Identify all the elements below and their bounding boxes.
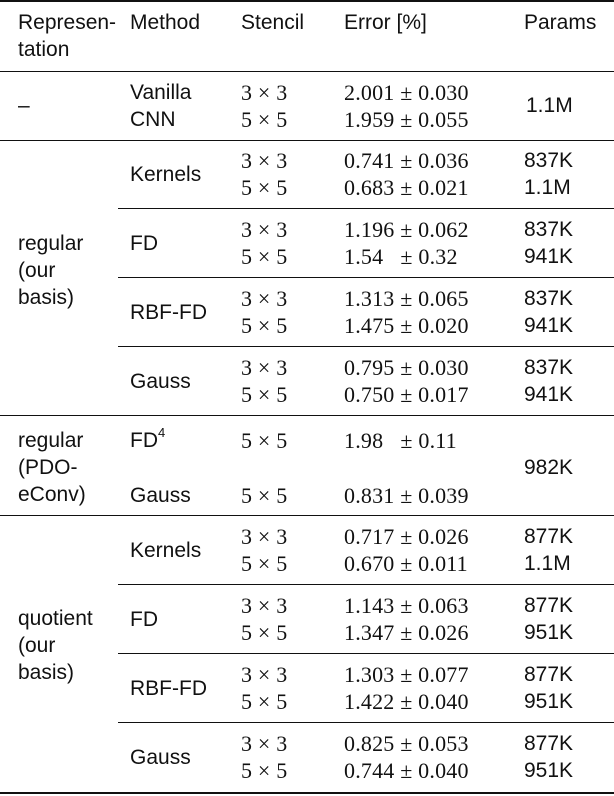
params-cell: 837K 941K [524, 356, 574, 406]
header-params: Params [524, 11, 597, 34]
stencil-cell: 5 × 5 [241, 483, 288, 508]
params-cell: 877K 1.1M [524, 525, 574, 575]
method-cell: Gauss [130, 746, 191, 769]
params-cell: 837K 941K [524, 287, 574, 337]
stencil-cell: 3 × 3 5 × 5 [241, 80, 288, 132]
header-rule [0, 71, 614, 72]
error-cell: 0.741 ± 0.036 0.683 ± 0.021 [344, 148, 469, 200]
params-cell: 982K [524, 456, 574, 479]
method-cell: Vanilla CNN [130, 81, 192, 131]
section-rule [0, 140, 614, 141]
error-cell: 2.001 ± 0.030 1.959 ± 0.055 [344, 80, 469, 132]
representation-cell: regular (PDO- eConv) [18, 429, 86, 506]
representation-cell: – [18, 94, 30, 117]
group-rule [118, 584, 614, 585]
stencil-cell: 3 × 3 5 × 5 [241, 217, 288, 269]
method-cell: Kernels [130, 539, 202, 562]
bottom-rule [0, 792, 614, 794]
representation-cell: quotient (our basis) [18, 607, 93, 684]
header-stencil: Stencil [241, 11, 305, 34]
error-cell: 0.795 ± 0.030 0.750 ± 0.017 [344, 355, 469, 407]
error-cell: 1.313 ± 0.065 1.475 ± 0.020 [344, 286, 469, 338]
method-cell: FD [130, 608, 158, 631]
top-rule [0, 0, 614, 2]
stencil-cell: 3 × 3 5 × 5 [241, 355, 288, 407]
footnote-marker: 4 [158, 425, 166, 440]
error-cell: 1.143 ± 0.063 1.347 ± 0.026 [344, 593, 469, 645]
method-cell: Gauss [130, 370, 191, 393]
stencil-cell: 3 × 3 5 × 5 [241, 662, 288, 714]
section-rule [0, 515, 614, 516]
header-error: Error [%] [344, 11, 427, 34]
params-cell: 877K 951K [524, 594, 574, 644]
group-rule [118, 653, 614, 654]
params-cell: 837K 1.1M [524, 149, 574, 199]
method-cell: RBF-FD [130, 301, 207, 324]
stencil-cell: 3 × 3 5 × 5 [241, 148, 288, 200]
header-representation: Represen- tation [18, 11, 117, 61]
error-cell: 1.196 ± 0.062 1.54 ± 0.32 [344, 217, 469, 269]
method-cell: RBF-FD [130, 677, 207, 700]
method-cell: Kernels [130, 163, 202, 186]
group-rule [118, 722, 614, 723]
params-cell: 877K 951K [524, 663, 574, 713]
params-cell: 837K 941K [524, 218, 574, 268]
stencil-cell: 5 × 5 [241, 428, 288, 453]
params-cell: 877K 951K [524, 732, 574, 782]
method-cell: $FD^4$ [130, 425, 166, 452]
error-cell: 0.825 ± 0.053 0.744 ± 0.040 [344, 731, 469, 783]
error-cell: 0.831 ± 0.039 [344, 483, 469, 508]
params-cell: 1.1M [526, 94, 573, 117]
error-cell: 1.303 ± 0.077 1.422 ± 0.040 [344, 662, 469, 714]
header-method: Method [130, 11, 201, 34]
representation-cell: regular (our basis) [18, 232, 84, 309]
error-cell: 1.98 ± 0.11 [344, 428, 457, 453]
group-rule [118, 346, 614, 347]
section-rule [0, 415, 614, 416]
method-cell: FD [130, 232, 158, 255]
stencil-cell: 3 × 3 5 × 5 [241, 286, 288, 338]
stencil-cell: 3 × 3 5 × 5 [241, 731, 288, 783]
error-cell: 0.717 ± 0.026 0.670 ± 0.011 [344, 524, 469, 576]
stencil-cell: 3 × 3 5 × 5 [241, 524, 288, 576]
group-rule [118, 277, 614, 278]
method-cell: Gauss [130, 484, 191, 507]
group-rule [118, 208, 614, 209]
stencil-cell: 3 × 3 5 × 5 [241, 593, 288, 645]
